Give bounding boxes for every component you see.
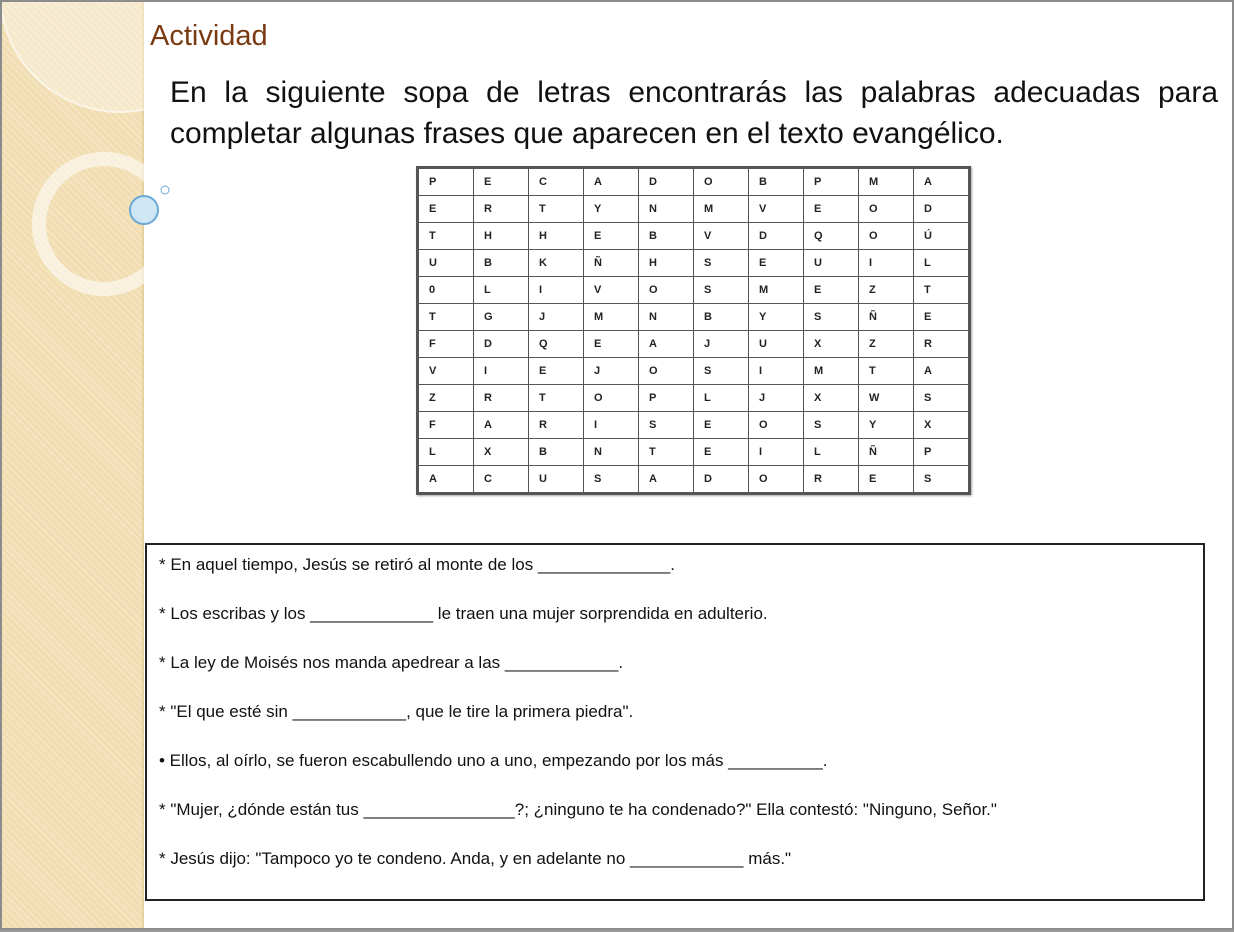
grid-cell: A xyxy=(914,169,969,196)
grid-cell: E xyxy=(804,277,859,304)
grid-cell: E xyxy=(694,439,749,466)
grid-cell: B xyxy=(639,223,694,250)
grid-cell: J xyxy=(529,304,584,331)
grid-cell: Ñ xyxy=(859,439,914,466)
grid-row xyxy=(419,169,969,196)
grid-cell: V xyxy=(584,277,639,304)
grid-cell: A xyxy=(419,466,474,493)
grid-row xyxy=(419,277,969,304)
grid-cell: T xyxy=(914,277,969,304)
grid-cell: Z xyxy=(419,385,474,412)
grid-cell: O xyxy=(694,169,749,196)
grid-cell: E xyxy=(859,466,914,493)
grid-cell: 0 xyxy=(419,277,474,304)
grid-cell: H xyxy=(639,250,694,277)
grid-cell: C xyxy=(529,169,584,196)
grid-row xyxy=(419,304,969,331)
grid-cell: A xyxy=(639,466,694,493)
grid-cell: L xyxy=(419,439,474,466)
grid-cell: O xyxy=(859,223,914,250)
sentence-1: * En aquel tiempo, Jesús se retiró al monte de los ______________. xyxy=(159,555,676,574)
grid-cell: V xyxy=(694,223,749,250)
deco-ring xyxy=(39,159,169,289)
sentence-6: * "Mujer, ¿dónde están tus ________________?; ¿ninguno te ha condenado?" Ella contestó: "Ninguno, Señor." xyxy=(159,800,997,819)
grid-cell: R xyxy=(474,385,529,412)
grid-cell: X xyxy=(914,412,969,439)
grid-cell: H xyxy=(529,223,584,250)
grid-cell: S xyxy=(914,385,969,412)
grid-cell: E xyxy=(584,331,639,358)
grid-cell: B xyxy=(529,439,584,466)
grid-cell: O xyxy=(584,385,639,412)
grid-cell: I xyxy=(859,250,914,277)
grid-cell: D xyxy=(474,331,529,358)
grid-cell: I xyxy=(474,358,529,385)
grid-cell: R xyxy=(914,331,969,358)
grid-cell: I xyxy=(529,277,584,304)
grid-cell: R xyxy=(804,466,859,493)
grid-cell: S xyxy=(804,304,859,331)
grid-cell: O xyxy=(639,358,694,385)
grid-cell: S xyxy=(914,466,969,493)
grid-cell: M xyxy=(694,196,749,223)
intro-text: En la siguiente sopa de letras encontrarás las palabras adecuadas para completar algunas frases que aparecen en el texto evangélico. xyxy=(170,76,1218,150)
grid-cell: B xyxy=(749,169,804,196)
grid-cell: S xyxy=(584,466,639,493)
grid-cell: S xyxy=(639,412,694,439)
grid-cell: M xyxy=(804,358,859,385)
grid-cell: A xyxy=(639,331,694,358)
grid-cell: W xyxy=(859,385,914,412)
grid-row xyxy=(419,223,969,250)
grid-cell: C xyxy=(474,466,529,493)
grid-cell: D xyxy=(749,223,804,250)
grid-cell: J xyxy=(584,358,639,385)
grid-cell: E xyxy=(804,196,859,223)
sentence-4: * "El que esté sin ____________, que le tire la primera piedra". xyxy=(159,702,634,721)
grid-cell: I xyxy=(749,358,804,385)
deco-circle-large xyxy=(2,2,182,112)
grid-cell: Y xyxy=(584,196,639,223)
slide-title: Actividad xyxy=(150,20,268,52)
grid-cell: Y xyxy=(749,304,804,331)
grid-row xyxy=(419,412,969,439)
grid-cell: L xyxy=(804,439,859,466)
grid-cell: F xyxy=(419,412,474,439)
grid-cell: U xyxy=(419,250,474,277)
grid-cell: P xyxy=(914,439,969,466)
grid-cell: S xyxy=(694,250,749,277)
grid-cell: U xyxy=(529,466,584,493)
grid-cell: Z xyxy=(859,331,914,358)
grid-cell: I xyxy=(584,412,639,439)
grid-cell: N xyxy=(639,304,694,331)
grid-cell: S xyxy=(694,277,749,304)
grid-cell: L xyxy=(914,250,969,277)
sentence-5: • Ellos, al oírlo, se fueron escabullendo uno a uno, empezando por los más __________. xyxy=(159,751,828,770)
grid-cell: X xyxy=(804,385,859,412)
grid-cell: X xyxy=(474,439,529,466)
grid-cell: E xyxy=(474,169,529,196)
grid-cell: Y xyxy=(859,412,914,439)
grid-cell: R xyxy=(474,196,529,223)
grid-cell: M xyxy=(749,277,804,304)
grid-cell: O xyxy=(639,277,694,304)
grid-cell: S xyxy=(694,358,749,385)
grid-cell: A xyxy=(474,412,529,439)
grid-row xyxy=(419,196,969,223)
grid-cell: U xyxy=(804,250,859,277)
grid-cell: B xyxy=(694,304,749,331)
grid-cell: J xyxy=(749,385,804,412)
sentence-2: * Los escribas y los _____________ le traen una mujer sorprendida en adulterio. xyxy=(159,604,768,623)
grid-cell: T xyxy=(419,304,474,331)
grid-row xyxy=(419,466,969,493)
word-search-table xyxy=(418,168,969,493)
grid-row xyxy=(419,385,969,412)
grid-cell: R xyxy=(529,412,584,439)
grid-cell: D xyxy=(914,196,969,223)
grid-row xyxy=(419,358,969,385)
grid-cell: Z xyxy=(859,277,914,304)
grid-cell: B xyxy=(474,250,529,277)
grid-cell: Ú xyxy=(914,223,969,250)
grid-cell: X xyxy=(804,331,859,358)
grid-cell: L xyxy=(694,385,749,412)
grid-cell: E xyxy=(529,358,584,385)
grid-cell: M xyxy=(584,304,639,331)
grid-cell: F xyxy=(419,331,474,358)
sentence-3: * La ley de Moisés nos manda apedrear a las ____________. xyxy=(159,653,624,672)
deco-small-bubble xyxy=(161,186,169,194)
grid-cell: Ñ xyxy=(859,304,914,331)
grid-cell: A xyxy=(914,358,969,385)
grid-cell: P xyxy=(804,169,859,196)
grid-cell: D xyxy=(639,169,694,196)
grid-cell: L xyxy=(474,277,529,304)
word-search-grid xyxy=(416,166,971,495)
grid-row xyxy=(419,250,969,277)
grid-cell: T xyxy=(419,223,474,250)
grid-cell: K xyxy=(529,250,584,277)
grid-cell: Q xyxy=(804,223,859,250)
grid-cell: N xyxy=(584,439,639,466)
sentence-7: * Jesús dijo: "Tampoco yo te condeno. Anda, y en adelante no ____________ más." xyxy=(159,849,792,868)
grid-cell: S xyxy=(804,412,859,439)
grid-cell: Q xyxy=(529,331,584,358)
grid-cell: G xyxy=(474,304,529,331)
grid-row xyxy=(419,331,969,358)
grid-cell: T xyxy=(529,196,584,223)
grid-cell: A xyxy=(584,169,639,196)
grid-cell: H xyxy=(474,223,529,250)
grid-cell: P xyxy=(639,385,694,412)
grid-cell: O xyxy=(749,412,804,439)
grid-cell: E xyxy=(419,196,474,223)
grid-cell: P xyxy=(419,169,474,196)
grid-cell: J xyxy=(694,331,749,358)
deco-bubble xyxy=(130,196,158,224)
grid-cell: O xyxy=(859,196,914,223)
grid-cell: I xyxy=(749,439,804,466)
grid-cell: U xyxy=(749,331,804,358)
grid-cell: N xyxy=(639,196,694,223)
grid-cell: E xyxy=(914,304,969,331)
grid-cell: V xyxy=(419,358,474,385)
grid-cell: E xyxy=(584,223,639,250)
grid-cell: Ñ xyxy=(584,250,639,277)
grid-cell: E xyxy=(749,250,804,277)
grid-row xyxy=(419,439,969,466)
grid-cell: V xyxy=(749,196,804,223)
grid-cell: T xyxy=(529,385,584,412)
sentences-box xyxy=(145,543,1205,901)
grid-cell: O xyxy=(749,466,804,493)
grid-cell: T xyxy=(639,439,694,466)
grid-cell: E xyxy=(694,412,749,439)
grid-cell: D xyxy=(694,466,749,493)
grid-cell: T xyxy=(859,358,914,385)
grid-cell: M xyxy=(859,169,914,196)
